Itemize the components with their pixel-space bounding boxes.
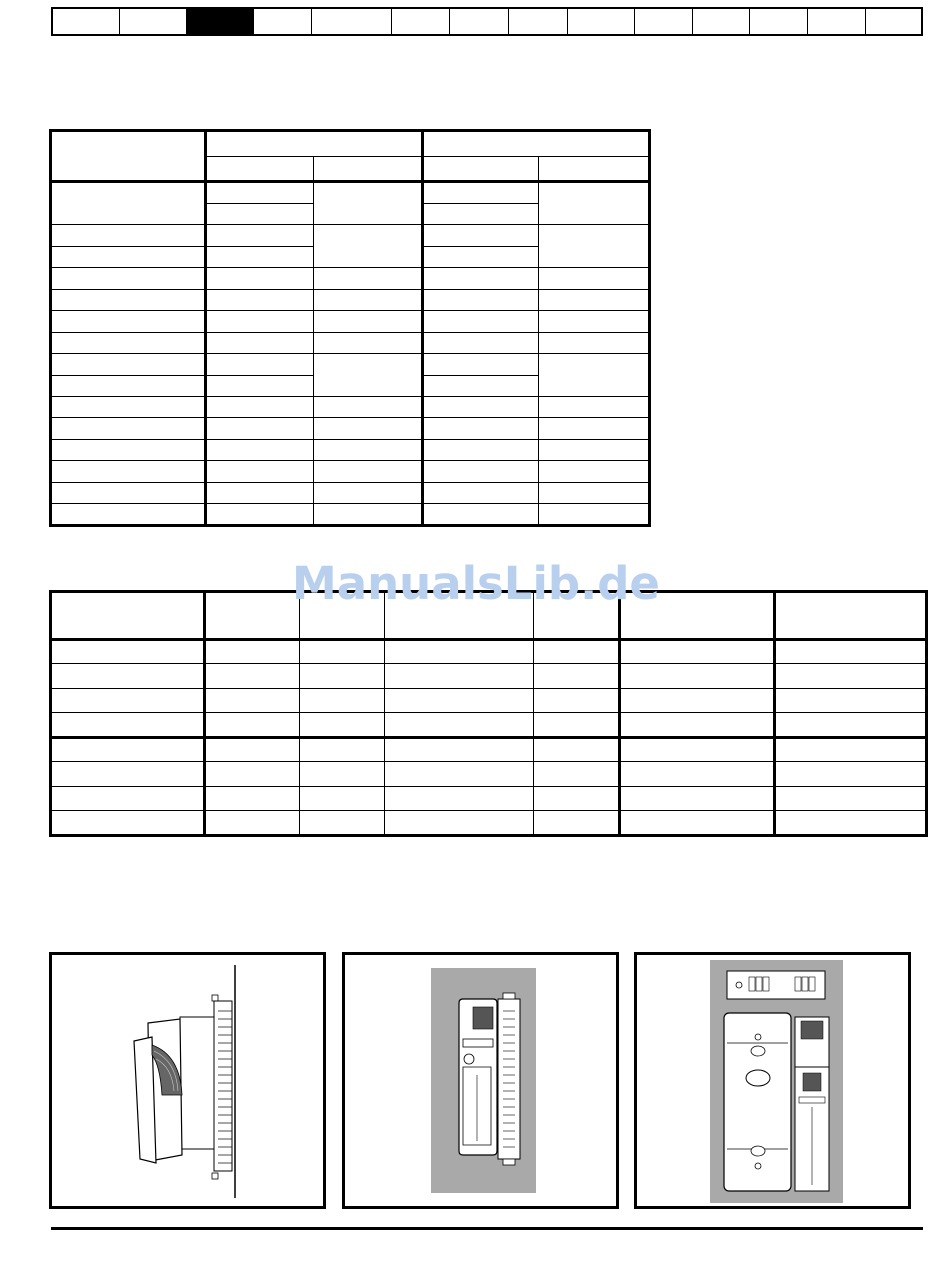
table-cell [422,182,539,203]
figure-drive-with-filter-panel [634,952,911,1209]
table-cell [775,664,927,689]
table-cell [620,811,775,836]
table-cell [205,182,314,203]
table-cell [51,482,206,503]
table-row [51,762,927,787]
table-cell [51,762,205,787]
table-cell [205,713,300,738]
table-header-cell [422,156,539,182]
table-cell [422,418,539,439]
table-cell [422,397,539,418]
table-cell [534,713,620,738]
table-cell [205,268,314,289]
table-cell [539,268,650,289]
fan-grille [803,1073,821,1091]
table-cell [534,811,620,836]
table-cell [205,354,314,375]
table-header-group [422,131,649,157]
table-cell [205,289,314,310]
table-cell [51,461,206,482]
table-cell [51,811,205,836]
table-cell [205,811,300,836]
table-cell [51,504,206,526]
table-cell [385,762,534,787]
table-cell [51,786,205,811]
table-row [51,786,927,811]
keypad-slot [463,1039,493,1047]
table-cell [314,332,423,353]
chapter-tab-7[interactable] [450,9,509,34]
table-cell [314,182,423,225]
table-cell [422,289,539,310]
table-cell [539,482,650,503]
table-cell [51,225,206,246]
table-row [51,289,650,310]
table-cell [205,786,300,811]
table-cell [51,375,206,396]
table-cell [51,311,206,332]
table-cell [51,439,206,460]
table-header-cell [205,156,314,182]
table-cell [385,664,534,689]
table-cell [422,482,539,503]
table-header-row [51,131,650,157]
drive-logo-badge [746,1070,770,1086]
table-cell [620,639,775,664]
table-cell [539,311,650,332]
table-cell [205,203,314,224]
table-row [51,225,650,246]
data-table-1 [49,129,651,527]
footprint-drawing [345,955,616,1206]
table-row [51,182,650,203]
table-cell [205,439,314,460]
table-cell [534,639,620,664]
table-row [51,713,927,738]
table-cell [422,246,539,267]
table-cell [51,688,205,713]
table-cell [51,246,206,267]
table-cell [300,664,385,689]
table-header-cell [539,156,650,182]
side-view-drawing [52,955,323,1206]
table-cell [314,418,423,439]
table-cell [422,311,539,332]
table-cell [422,268,539,289]
table-row [51,664,927,689]
fan-grille [473,1007,493,1029]
chapter-tab-13[interactable] [808,9,866,34]
table-cell [300,811,385,836]
table-cell [539,354,650,397]
chapter-tab-9[interactable] [568,9,635,34]
table-cell [51,289,206,310]
filter-strip [498,999,520,1159]
table-cell [775,737,927,762]
table-cell [385,811,534,836]
table-cell [205,762,300,787]
table-cell [775,688,927,713]
table-cell [422,461,539,482]
table-cell [205,639,300,664]
table-cell [314,397,423,418]
table-cell [422,375,539,396]
table-cell [620,737,775,762]
table-row [51,688,927,713]
table-cell [539,439,650,460]
table-cell [620,664,775,689]
table-cell [205,664,300,689]
table-row [51,482,650,503]
table-cell [385,786,534,811]
chapter-tab-14[interactable] [866,9,921,34]
table-cell [51,737,205,762]
table-cell [205,375,314,396]
table-cell [620,786,775,811]
table-cell [534,786,620,811]
table-cell [775,639,927,664]
footer-rule [51,1227,923,1230]
chapter-tab-2[interactable] [120,9,187,34]
table-cell [422,439,539,460]
watermark-text: ManualsLib.de [292,557,660,610]
table-cell [51,182,206,225]
table-cell [51,397,206,418]
table-cell [385,737,534,762]
table-cell [385,713,534,738]
table-cell [300,737,385,762]
table-cell [314,289,423,310]
table-cell [314,268,423,289]
table-cell [620,713,775,738]
table-cell [534,688,620,713]
chapter-tab-strip [51,7,923,36]
chapter-tab-8[interactable] [509,9,568,34]
table-cell [205,246,314,267]
table-cell [314,504,423,526]
table-cell [51,332,206,353]
table-row [51,811,927,836]
table-cell [300,713,385,738]
table-row [51,311,650,332]
filter-body [214,1001,232,1171]
chapter-tab-10[interactable] [635,9,693,34]
table-row [51,397,650,418]
table-cell [534,664,620,689]
table-cell [534,762,620,787]
table-cell [205,225,314,246]
table-cell [620,762,775,787]
figure-footprint-filter [342,952,619,1209]
table-header-cell [314,156,423,182]
chapter-tab-11[interactable] [693,9,750,34]
table-cell [775,811,927,836]
table-cell [51,664,205,689]
table-header-cell [51,592,205,640]
table-cell [422,354,539,375]
table-cell [534,737,620,762]
panel-drawing [637,955,908,1206]
table-cell [51,713,205,738]
table-cell [314,311,423,332]
table-cell [314,482,423,503]
table-row [51,418,650,439]
table-cell [775,762,927,787]
table-header-group [205,131,422,157]
table-cell [314,225,423,268]
table-cell [51,354,206,375]
figure-side-mounted-filter [49,952,326,1209]
chapter-tab-6[interactable] [392,9,450,34]
table-row [51,461,650,482]
table-cell [205,504,314,526]
chapter-tab-12[interactable] [750,9,808,34]
table-cell [539,332,650,353]
table-cell [205,332,314,353]
table-cell [205,461,314,482]
table-cell [539,418,650,439]
table-row [51,639,927,664]
chapter-tab-4[interactable] [254,9,312,34]
chapter-tab-5[interactable] [312,9,392,34]
table-cell [300,639,385,664]
table-cell [300,688,385,713]
table-cell [422,332,539,353]
table-row [51,354,650,375]
drive-heatsink [180,1017,214,1149]
table-row [51,439,650,460]
table-cell [205,688,300,713]
chapter-tab-3-active[interactable] [187,9,254,34]
table-cell [51,268,206,289]
table-cell [385,639,534,664]
table-cell [51,418,206,439]
table-cell [539,225,650,268]
table-row [51,268,650,289]
table-cell [314,354,423,397]
table-cell [539,289,650,310]
table-cell [205,737,300,762]
table-cell [539,461,650,482]
table-cell [314,439,423,460]
table-cell [775,713,927,738]
table-header-cell [205,592,300,640]
table-cell [422,225,539,246]
table-cell [300,786,385,811]
table-cell [314,461,423,482]
table-cell [385,688,534,713]
chapter-tab-1[interactable] [53,9,120,34]
data-table-2 [49,590,928,837]
table-cell [300,762,385,787]
table-header-cell [51,131,206,182]
table-row [51,737,927,762]
table-cell [51,639,205,664]
table-cell [539,504,650,526]
table-row [51,332,650,353]
table-cell [539,397,650,418]
table-header-cell [775,592,927,640]
table-cell [539,182,650,225]
table-cell [422,504,539,526]
table-cell [775,786,927,811]
table-cell [620,688,775,713]
table-cell [205,397,314,418]
table-row [51,504,650,526]
table-cell [422,203,539,224]
table-cell [205,482,314,503]
table-cell [205,311,314,332]
table-cell [205,418,314,439]
